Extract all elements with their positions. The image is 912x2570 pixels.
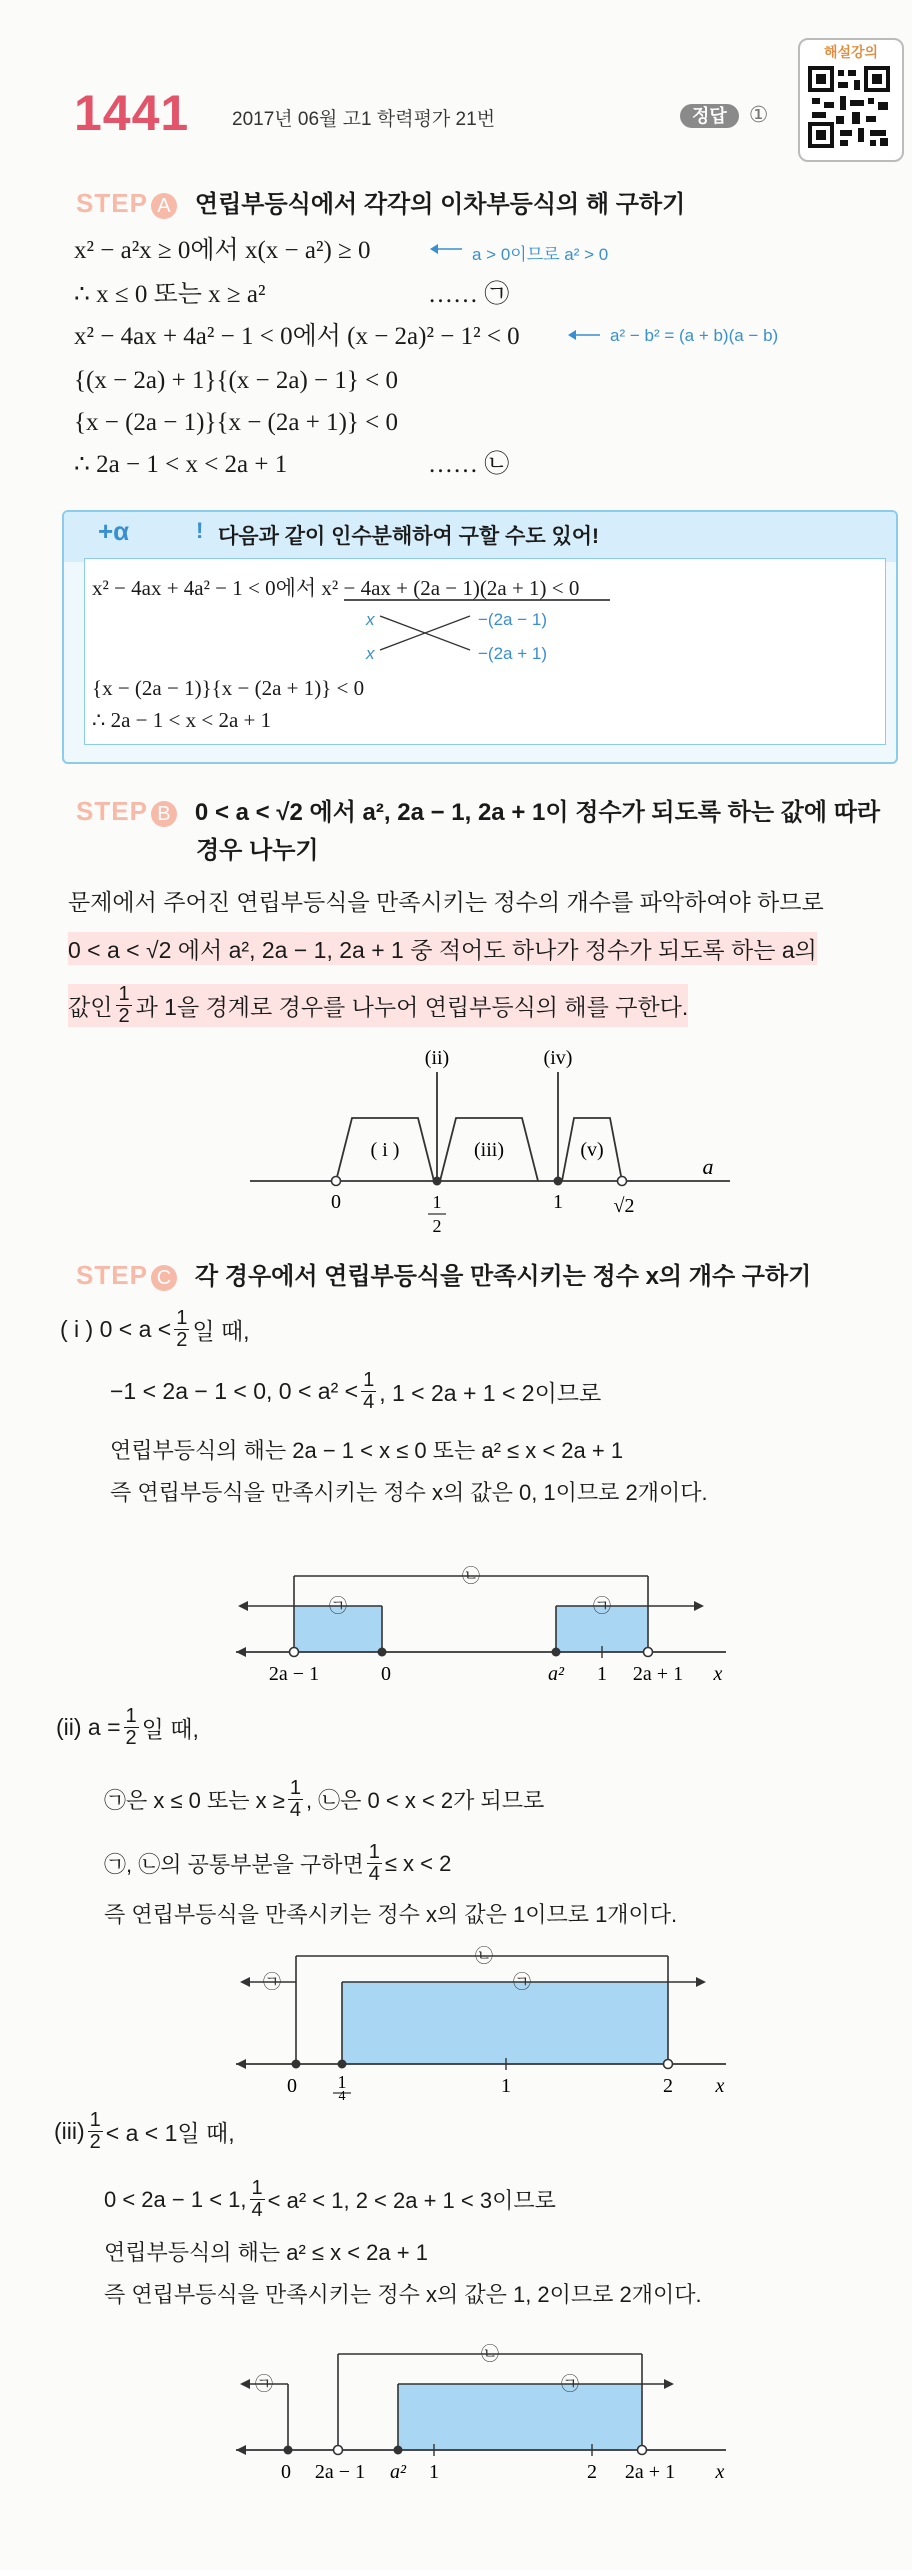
tick-0: 0 xyxy=(331,1191,341,1213)
frac-den: 4 xyxy=(368,1863,380,1885)
case2-l1-post: , ㉡은 0 < x < 2가 되므로 xyxy=(305,1788,545,1813)
step-a-line5: {x − (2a − 1)}{x − (2a + 1)} < 0 xyxy=(74,409,398,436)
alpha-tag: +α xyxy=(98,516,130,546)
axis-label: a² xyxy=(390,2461,406,2483)
step-b-body1: 문제에서 주어진 연립부등식을 만족시키는 정수의 개수를 파악하여야 하므로 xyxy=(68,889,824,915)
axis-label: 2a + 1 xyxy=(632,1663,684,1685)
case2-head-pre: (ii) a = xyxy=(56,1714,121,1740)
alpha-line2: {x − (2a − 1)}{x − (2a + 1)} < 0 xyxy=(92,676,365,700)
frac-num: 1 xyxy=(363,1369,375,1391)
tick-half-num: 1 xyxy=(432,1192,442,1212)
step-b-tag: STEP xyxy=(76,796,148,826)
step-a-line3: x² − 4ax + 4a² − 1 < 0에서 (x − 2a)² − 1² < 0 xyxy=(74,323,520,350)
case3-l1-pre: 0 < 2a − 1 < 1, xyxy=(104,2186,247,2212)
arrow-left-icon xyxy=(428,242,464,256)
step-a-title: 연립부등식에서 각각의 이차부등식의 해 구하기 xyxy=(194,191,686,218)
axis-x: x xyxy=(713,1663,723,1685)
problem-number: 1441 xyxy=(74,85,190,141)
mark-giyeok-1: ㉠ xyxy=(329,1596,347,1616)
case2-l1-pre: ㉠은 x ≤ 0 또는 x ≥ xyxy=(104,1788,285,1813)
case1-l2: 연립부등식의 해는 2a − 1 < x ≤ 0 또는 a² ≤ x < 2a + 1 xyxy=(110,1438,624,1463)
frac-num: 1 xyxy=(118,983,130,1005)
case-label-iii: (iii) xyxy=(474,1139,504,1161)
case3-l1-post: < a² < 1, 2 < 2a + 1 < 3이므로 xyxy=(267,2188,556,2213)
axis-label: 0 xyxy=(287,2075,297,2097)
case2-number-line xyxy=(226,1932,746,2102)
mark-nieun: ㉡ xyxy=(481,2344,499,2364)
frac-num: 1 xyxy=(176,1307,188,1329)
step-a-line4: {(x − 2a) + 1}{(x − 2a) − 1} < 0 xyxy=(74,367,398,394)
axis-label: 1 xyxy=(597,1663,607,1685)
frac-num: 1 xyxy=(289,1777,301,1799)
alpha-tip-text: 다음과 같이 인수분해하여 구할 수도 있어! xyxy=(218,525,600,548)
step-b-body3-post: 과 1을 경계로 경우를 나누어 연립부등식의 해를 구한다. xyxy=(135,994,689,1020)
cross-x2: x xyxy=(366,644,375,663)
case3-l2: 연립부등식의 해는 a² ≤ x < 2a + 1 xyxy=(104,2240,428,2265)
answer-value: ① xyxy=(748,102,769,127)
step-a-tag: STEP xyxy=(76,188,148,218)
case3-head xyxy=(54,2110,235,2153)
step-a-line6: ∴ 2a − 1 < x < 2a + 1 xyxy=(74,451,288,478)
axis-label: 1 xyxy=(429,2461,439,2483)
problem-source: 2017년 06월 고1 학력평가 21번 xyxy=(232,109,496,130)
fraction xyxy=(174,1308,189,1351)
axis-x: x xyxy=(715,2075,725,2097)
step-a-mark1: …… ㉠ xyxy=(428,281,510,308)
frac-den: 2 xyxy=(89,2131,101,2153)
mark-giyeok-1: ㉠ xyxy=(263,1972,281,1992)
case2-l1 xyxy=(104,1778,544,1821)
mark-nieun: ㉡ xyxy=(462,1566,480,1586)
qr-code-icon xyxy=(800,62,898,158)
fraction xyxy=(124,1706,139,1749)
fraction-half xyxy=(116,984,131,1027)
fraction xyxy=(288,1778,303,1821)
step-c-title: 각 경우에서 연립부등식을 만족시키는 정수 x의 개수 구하기 xyxy=(194,1263,812,1290)
case2-l2 xyxy=(104,1842,451,1885)
case3-number-line xyxy=(226,2330,746,2490)
frac-den: 2 xyxy=(125,1727,137,1749)
axis-label: 1 xyxy=(337,2072,347,2092)
answer-badge: 정답 xyxy=(680,104,739,128)
case-label-ii: (ii) xyxy=(424,1047,450,1069)
frac-den: 2 xyxy=(118,1005,130,1027)
case3-l3: 즉 연립부등식을 만족시키는 정수 x의 값은 1, 2이므로 2개이다. xyxy=(104,2282,702,2307)
frac-den: 2 xyxy=(176,1329,188,1351)
frac-den: 4 xyxy=(289,1799,301,1821)
case-division-diagram xyxy=(240,1036,740,1236)
case3-head-post: < a < 1일 때, xyxy=(105,2120,235,2146)
frac-num: 1 xyxy=(251,2177,263,2199)
step-b-title2: 경우 나누기 xyxy=(196,837,319,864)
cross-r1: −(2a − 1) xyxy=(478,610,547,629)
case3-head-pre: (iii) xyxy=(54,2118,85,2144)
tick-sqrt2: √2 xyxy=(613,1195,635,1217)
axis-label: 4 xyxy=(338,2089,346,2102)
axis-label: 2 xyxy=(587,2461,597,2483)
axis-label: 0 xyxy=(381,1663,391,1685)
mark-giyeok-2: ㉠ xyxy=(561,2374,579,2394)
case-label-v: (v) xyxy=(580,1139,604,1161)
qr-code-box[interactable] xyxy=(798,38,904,162)
tick-1: 1 xyxy=(553,1191,563,1213)
answer-area xyxy=(680,102,769,128)
case1-l1-pre: −1 < 2a − 1 < 0, 0 < a² < xyxy=(110,1378,359,1404)
fraction xyxy=(250,2178,265,2221)
frac-den: 4 xyxy=(363,1391,375,1413)
axis-label: a² xyxy=(548,1663,564,1685)
frac-num: 1 xyxy=(368,1841,380,1863)
frac-num: 1 xyxy=(89,2109,101,2131)
step-b-header xyxy=(76,792,880,827)
case1-head-post: 일 때, xyxy=(192,1318,250,1344)
step-b-body3-pre: 값인 xyxy=(68,994,113,1020)
frac-den: 4 xyxy=(251,2199,263,2221)
step-a-mark2: …… ㉡ xyxy=(428,451,510,478)
mark-giyeok-2: ㉠ xyxy=(513,1972,531,1992)
exclamation-icon: ! xyxy=(196,518,204,543)
axis-x: x xyxy=(715,2461,725,2483)
case3-l1 xyxy=(104,2178,556,2221)
step-c-letter: C xyxy=(151,1265,177,1291)
alpha-line3: ∴ 2a − 1 < x < 2a + 1 xyxy=(92,708,272,732)
case2-l2-post: ≤ x < 2 xyxy=(384,1850,452,1876)
fraction xyxy=(367,1842,382,1885)
step-c-header xyxy=(76,1256,811,1291)
cross-r2: −(2a + 1) xyxy=(478,644,547,663)
fraction xyxy=(361,1370,376,1413)
case2-l2-pre: ㉠, ㉡의 공통부분을 구하면 xyxy=(104,1852,364,1877)
step-b-title1: 0 < a < √2 에서 a², 2a − 1, 2a + 1이 정수가 되도록 하는 값에 따라 xyxy=(194,799,881,826)
alpha-line1: x² − 4ax + 4a² − 1 < 0에서 x² − 4ax + (2a − 1)(2a + 1) < 0 xyxy=(92,576,580,600)
case2-head-post: 일 때, xyxy=(141,1716,199,1742)
step-a-letter: A xyxy=(151,193,177,219)
step-b-letter: B xyxy=(151,801,177,827)
step-b-body3 xyxy=(68,984,688,1027)
axis-label: 2 xyxy=(663,2075,673,2097)
case1-number-line xyxy=(226,1552,746,1692)
case1-l1 xyxy=(110,1370,601,1413)
axis-a: a xyxy=(702,1154,714,1179)
step-c-tag: STEP xyxy=(76,1260,148,1290)
case-label-iv: (iv) xyxy=(543,1047,573,1069)
arrow-left-icon xyxy=(566,328,602,342)
step-a-header xyxy=(76,184,685,219)
fraction xyxy=(88,2110,103,2153)
case1-head xyxy=(60,1308,250,1351)
case1-l3: 즉 연립부등식을 만족시키는 정수 x의 값은 0, 1이므로 2개이다. xyxy=(110,1480,708,1505)
cross-x1: x xyxy=(366,610,375,629)
mark-giyeok-1: ㉠ xyxy=(255,2374,273,2394)
step-b-body2: 0 < a < √2 에서 a², 2a − 1, 2a + 1 중 적어도 하나가 정수가 되도록 하는 a의 xyxy=(68,932,817,965)
axis-label: 1 xyxy=(501,2075,511,2097)
qr-label: 해설강의 xyxy=(823,44,879,60)
axis-label: 0 xyxy=(281,2461,291,2483)
case2-head xyxy=(56,1706,199,1749)
axis-label: 2a + 1 xyxy=(624,2461,676,2483)
step-a-note1: a > 0이므로 a² > 0 xyxy=(472,245,609,264)
mark-giyeok-2: ㉠ xyxy=(593,1596,611,1616)
tick-half-den: 2 xyxy=(432,1216,442,1236)
axis-label: 2a − 1 xyxy=(268,1663,320,1685)
step-a-line2: ∴ x ≤ 0 또는 x ≥ a² xyxy=(74,281,266,308)
case2-l3: 즉 연립부등식을 만족시키는 정수 x의 값은 1이므로 1개이다. xyxy=(104,1902,678,1927)
case1-l1-post: , 1 < 2a + 1 < 2이므로 xyxy=(379,1380,602,1406)
step-a-note2: a² − b² = (a + b)(a − b) xyxy=(610,326,779,345)
case-label-i: ( i ) xyxy=(370,1139,400,1161)
mark-nieun: ㉡ xyxy=(475,1946,493,1966)
axis-label: 2a − 1 xyxy=(314,2461,366,2483)
frac-num: 1 xyxy=(125,1705,137,1727)
step-a-line1: x² − a²x ≥ 0에서 x(x − a²) ≥ 0 xyxy=(74,237,371,264)
case1-head-pre: ( i ) 0 < a < xyxy=(60,1316,172,1342)
